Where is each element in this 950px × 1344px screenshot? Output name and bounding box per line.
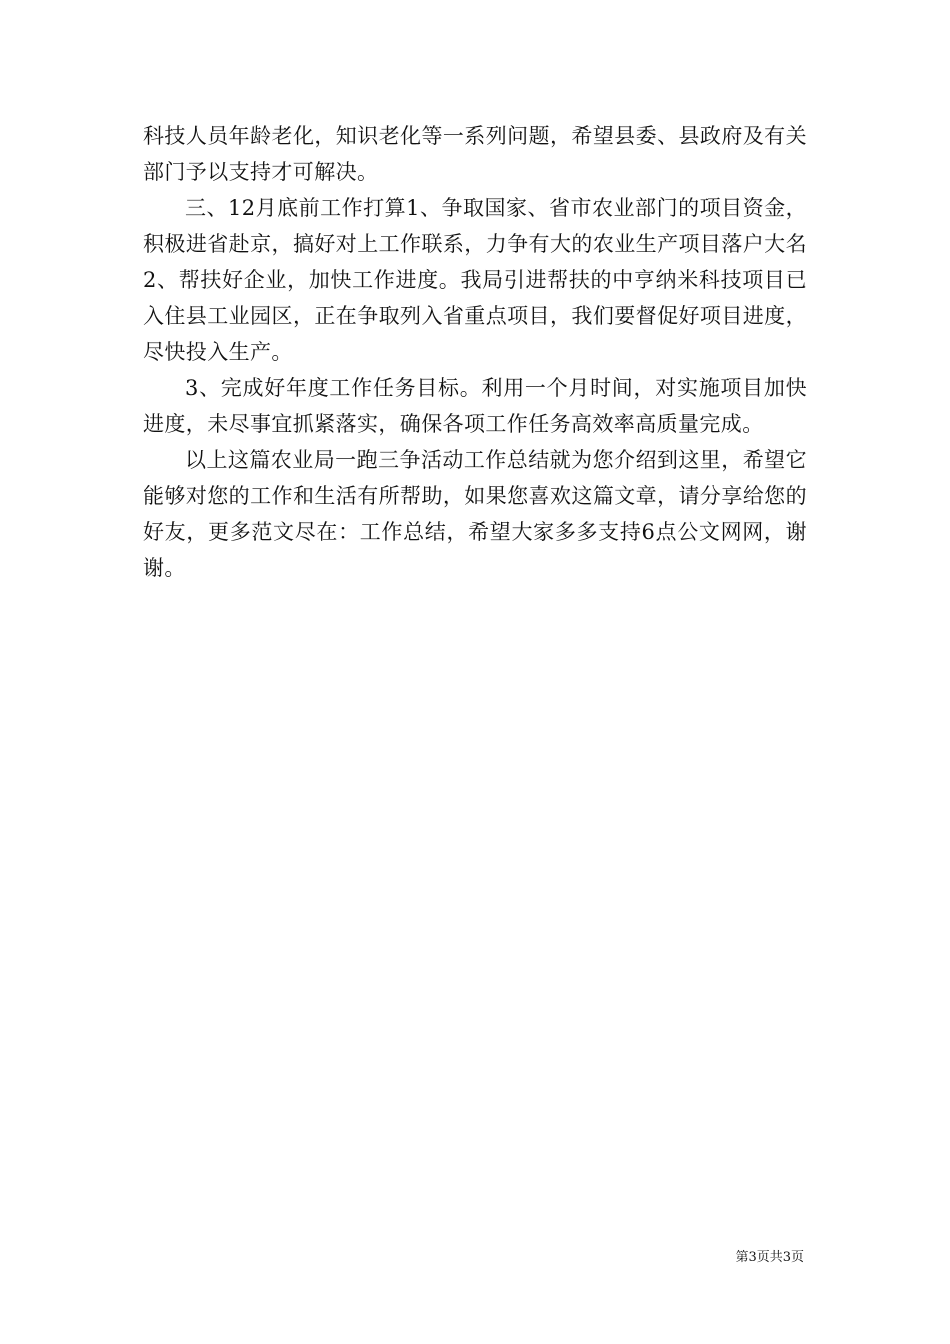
paragraph-closing: 以上这篇农业局一跑三争活动工作总结就为您介绍到这里，希望它能够对您的工作和生活有所帮助，如果您喜欢这篇文章，请分享给您的好友，更多范文尽在：工作总结，希望大家多多支持6点公文网网，谢谢。 <box>143 448 807 580</box>
paragraph-section-three: 三、12月底前工作打算1、争取国家、省市农业部门的项目资金，积极进省赴京，搞好对上工作联系，力争有大的农业生产项目落户大名2、帮扶好企业，加快工作进度。我局引进帮扶的中亨纳米科技项目已入住县工业园区，正在争取列入省重点项目，我们要督促好项目进度，尽快投入生产。 <box>143 196 807 364</box>
paragraph-item-three: 3、完成好年度工作任务目标。利用一个月时间，对实施项目加快进度，未尽事宜抓紧落实，确保各项工作任务高效率高质量完成。 <box>143 376 807 436</box>
page-number: 第3页共3页 <box>735 1250 804 1265</box>
paragraph-continuation: 科技人员年龄老化，知识老化等一系列问题，希望县委、县政府及有关部门予以支持才可解决。 <box>143 124 807 184</box>
document-body <box>143 118 807 586</box>
